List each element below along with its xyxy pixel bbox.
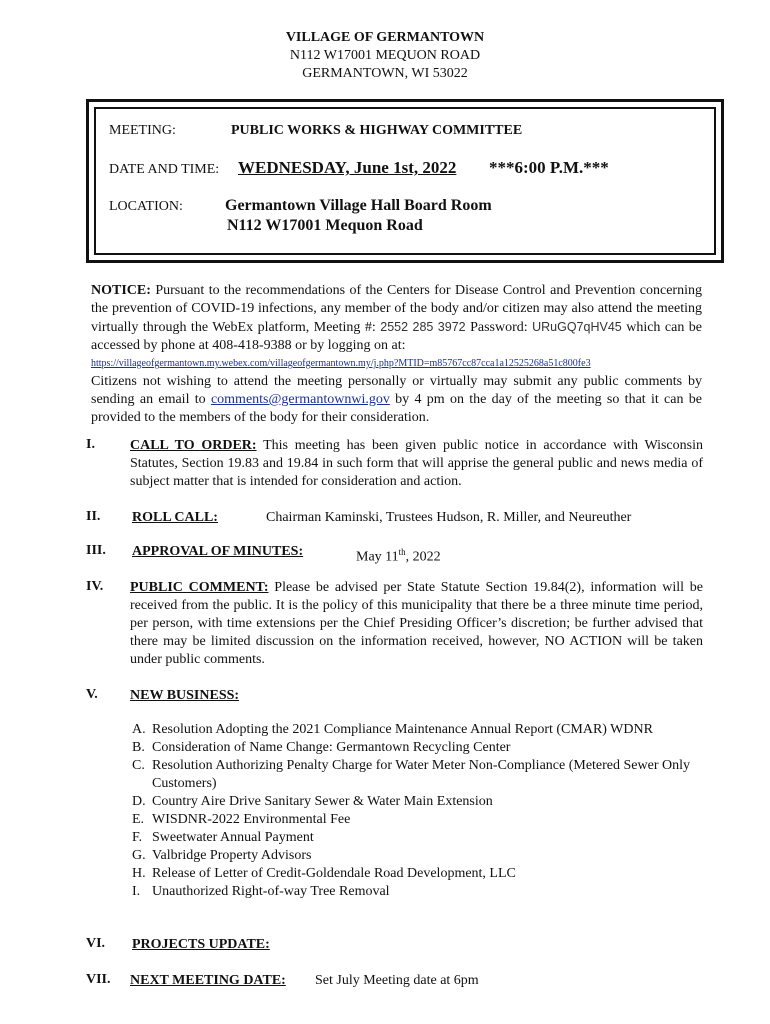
- webex-link[interactable]: https://villageofgermantown.my.webex.com/villageofgermantown.my/j.php?MTID=m85767cc87cca1a12525268a51c800fe3: [91, 358, 591, 369]
- section-number-3: III.: [86, 543, 106, 558]
- call-to-order-title: CALL TO ORDER:: [130, 438, 257, 453]
- call-to-order-text: This meeting has been given public notice in accordance with Wisconsin Statutes, Section 19.83 and 19.84 in such form that will apprise the general public and news media of subject matter that is intended for consideration and action.: [130, 438, 703, 489]
- document-header: [0, 29, 770, 83]
- list-item-text: WISDNR-2022 Environmental Fee: [152, 812, 351, 827]
- list-item: [132, 811, 707, 829]
- meeting-password: URuGQ7qHV45: [532, 320, 622, 334]
- list-item: [132, 865, 707, 883]
- list-item-key: G.: [132, 848, 146, 863]
- list-item-key: F.: [132, 830, 143, 845]
- notice-label: NOTICE:: [91, 283, 151, 298]
- roll-call-text: Chairman Kaminski, Trustees Hudson, R. Miller, and Neureuther: [266, 510, 632, 525]
- section-number-1: I.: [86, 437, 95, 452]
- minutes-date: [356, 543, 441, 567]
- list-item-text: Consideration of Name Change: Germantown Recycling Center: [152, 740, 511, 755]
- projects-update-title: PROJECTS UPDATE:: [132, 937, 270, 952]
- list-item-key: A.: [132, 722, 146, 737]
- section-number-2: II.: [86, 509, 101, 524]
- org-address-line1: N112 W17001 MEQUON ROAD: [289, 48, 481, 63]
- minutes-date-post: , 2022: [405, 549, 441, 565]
- list-item-key: H.: [132, 866, 146, 881]
- section-call-to-order: [130, 437, 703, 491]
- meeting-time: ***6:00 P.M.***: [489, 158, 609, 177]
- list-item: [132, 829, 707, 847]
- projects-update-title-wrap: [132, 936, 270, 954]
- covid-notice: [91, 282, 702, 427]
- list-item: [132, 847, 707, 865]
- list-item: [132, 721, 707, 739]
- list-item: [132, 739, 707, 757]
- next-meeting-date-title: NEXT MEETING DATE:: [130, 973, 286, 988]
- section-number-4: IV.: [86, 579, 104, 594]
- notice-paragraph: [91, 282, 702, 355]
- meeting-number: 2552 285 3972: [380, 320, 466, 334]
- list-item-key: B.: [132, 740, 145, 755]
- meeting-date: WEDNESDAY, June 1st, 2022: [238, 158, 457, 177]
- new-business-title-wrap: [130, 687, 239, 705]
- new-business-title: NEW BUSINESS:: [130, 688, 240, 703]
- list-item-text: Unauthorized Right-of-way Tree Removal: [152, 884, 390, 899]
- minutes-date-sup: th: [398, 547, 406, 557]
- minutes-date-pre: May 11: [356, 549, 399, 565]
- next-meeting-title-wrap: [130, 972, 286, 990]
- location-line1: Germantown Village Hall Board Room: [225, 197, 492, 214]
- org-address-line2: GERMANTOWN, WI 53022: [302, 66, 468, 81]
- meeting-info-inner-border: [94, 107, 716, 255]
- approval-of-minutes-title: APPROVAL OF MINUTES:: [132, 544, 304, 559]
- section-public-comment: [130, 579, 703, 669]
- notice-text1: Pursuant to the recommendations of the Centers for Disease Control and Prevention concerning the prevention of COVID-19 infections, any member of the body and/or citizen may also attend the meeting virtually through the WebEx platform, Meeting #:: [91, 283, 702, 335]
- section-number-5: V.: [86, 687, 98, 702]
- list-item-key: C.: [132, 758, 145, 773]
- list-item-text: Resolution Authorizing Penalty Charge for Water Meter Non-Compliance (Metered Sewer Only Customers): [152, 758, 691, 791]
- list-item-text: Resolution Adopting the 2021 Compliance Maintenance Annual Report (CMAR) WDNR: [152, 722, 653, 737]
- list-item-text: Country Aire Drive Sanitary Sewer & Water Main Extension: [152, 794, 493, 809]
- comments-email-link[interactable]: comments@germantownwi.gov: [210, 392, 390, 407]
- list-item-key: E.: [132, 812, 145, 827]
- notice-text5: by 4 pm on the day of the meeting so that it can be provided to the members of the body for their consideration.: [91, 392, 702, 425]
- roll-call-title: ROLL CALL:: [132, 510, 218, 525]
- datetime-label: DATE AND TIME:: [109, 162, 220, 177]
- public-comment-text: Please be advised per State Statute Section 19.84(2), information will be received from the public. It is the policy of this municipality that there be a three minute time period, per person, with time extensions per the Chief Presiding Officer’s discretion; be further advised that there may be limited discussion on the information received, however, NO ACTION will be taken under public comments.: [130, 580, 703, 667]
- list-item-text: Valbridge Property Advisors: [152, 848, 312, 863]
- minutes-title-wrap: [132, 543, 303, 561]
- notice-text2: Password:: [465, 320, 533, 335]
- public-comment-title: PUBLIC COMMENT:: [130, 580, 269, 595]
- list-item: [132, 757, 707, 793]
- location-line2: N112 W17001 Mequon Road: [227, 217, 423, 234]
- list-item-text: Sweetwater Annual Payment: [152, 830, 314, 845]
- notice-text3: which can be accessed by phone at 408-418-9388 or by logging on at:: [91, 320, 702, 353]
- list-item: [132, 883, 707, 901]
- meeting-info-box: [86, 99, 724, 263]
- section-number-6: VI.: [86, 936, 106, 951]
- list-item: [132, 793, 707, 811]
- meeting-label: MEETING:: [109, 123, 176, 138]
- list-item-key: I.: [132, 884, 141, 899]
- list-item-key: D.: [132, 794, 146, 809]
- section-number-7: VII.: [86, 972, 111, 987]
- list-item-text: Release of Letter of Credit-Goldendale Road Development, LLC: [152, 866, 516, 881]
- email-paragraph: [91, 373, 702, 427]
- location-label: LOCATION:: [109, 199, 183, 214]
- org-name: VILLAGE OF GERMANTOWN: [285, 30, 485, 45]
- next-meeting-text: Set July Meeting date at 6pm: [315, 973, 479, 988]
- notice-text4: Citizens not wishing to attend the meeting personally or virtually may submit any public comments by sending an email to: [91, 374, 702, 407]
- new-business-list: [132, 721, 707, 901]
- roll-call-title-wrap: [132, 509, 218, 527]
- meeting-value: PUBLIC WORKS & HIGHWAY COMMITTEE: [231, 123, 523, 138]
